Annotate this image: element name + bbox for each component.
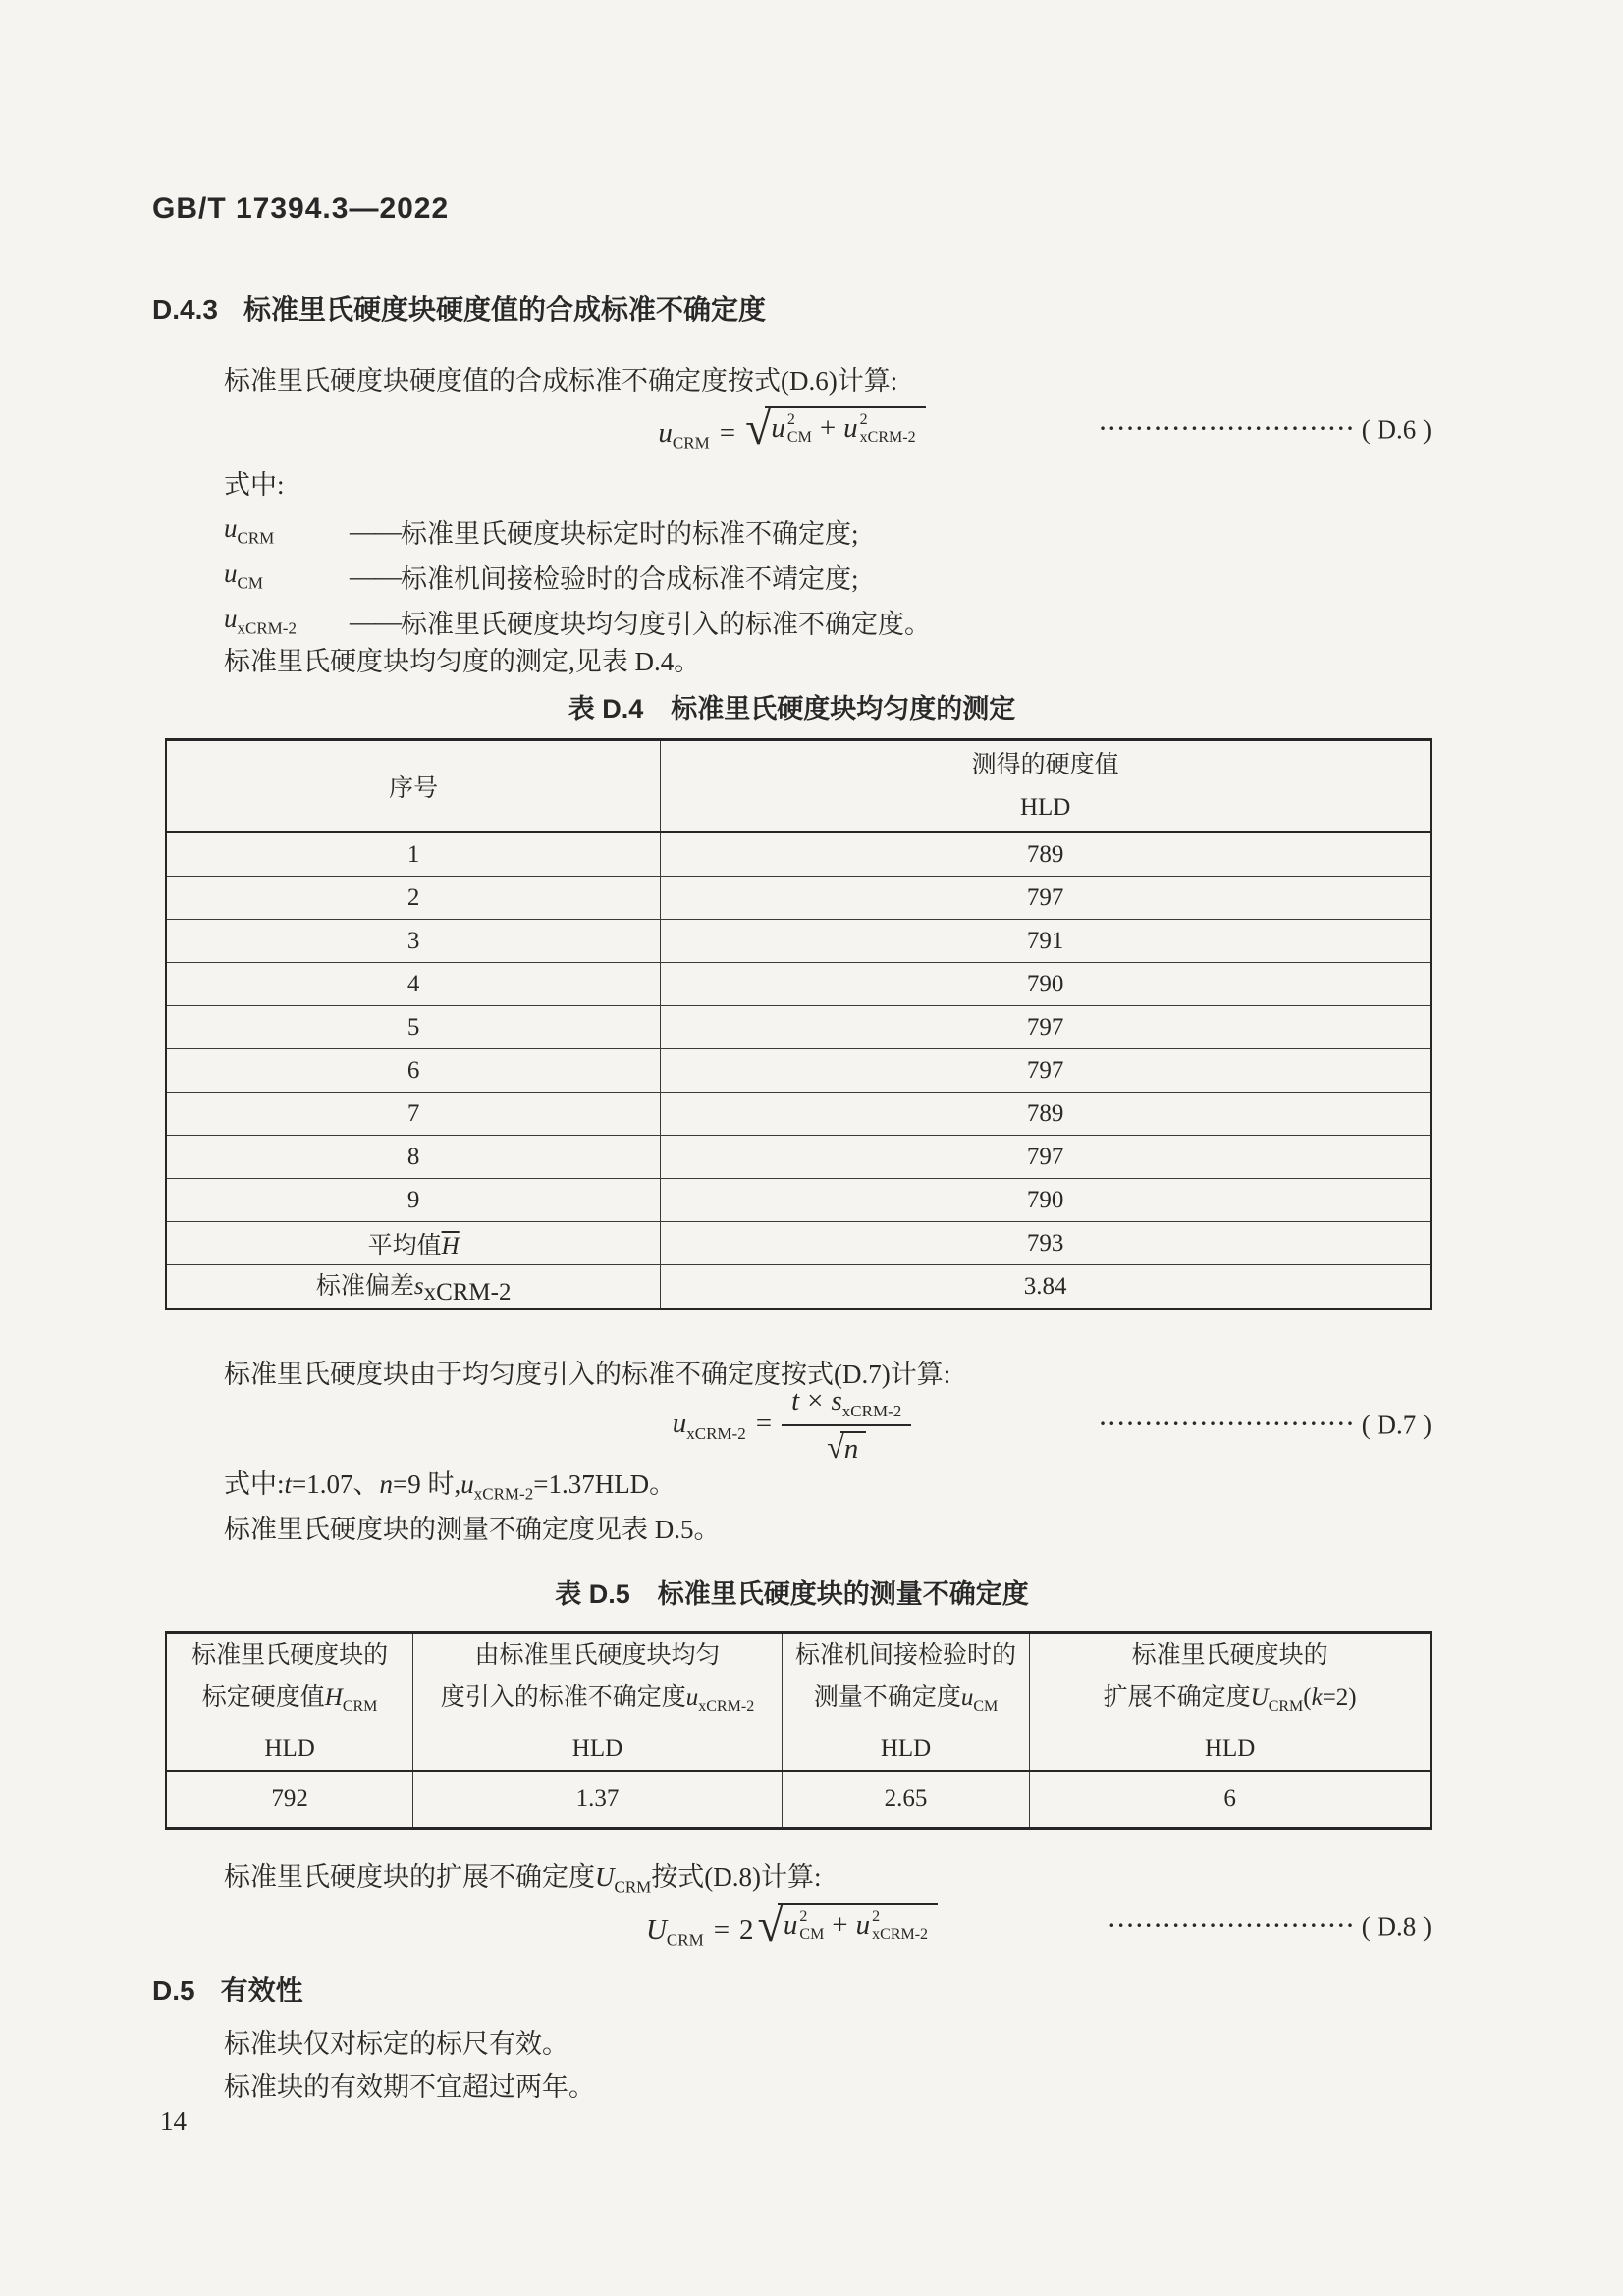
formula-d7-label [1099, 1410, 1432, 1442]
row-label: 5 [166, 1006, 661, 1049]
supsub-ucm: 2 CM [799, 1907, 825, 1943]
equals-sign: = [719, 416, 736, 449]
table-d5-number: 表 D.5 [555, 1579, 630, 1609]
d5-col4-header: 标准里氏硬度块的 扩展不确定度$U_{CRM}(k=2)$ HLD [1030, 1633, 1431, 1772]
d7-intro-paragraph: 标准里氏硬度块由于均匀度引入的标准不确定度按式(D.7)计算: [224, 1360, 951, 1389]
shizhong-label: 式中: [224, 470, 285, 500]
var-U: U [595, 1862, 615, 1892]
row-value: 789 [661, 832, 1431, 877]
table-row [166, 877, 1431, 920]
sub-xcrm2: xCRM-2 [473, 1484, 534, 1504]
table-d5-title [152, 1573, 1432, 1611]
table-d4-col2-header [661, 740, 1431, 833]
section-d43-number: D.4.3 [152, 294, 218, 325]
radical-icon: √ [745, 401, 772, 454]
formula-number: ( D.8 ) [1361, 1911, 1432, 1942]
section-d5-number: D.5 [152, 1975, 195, 2005]
table-row [166, 1093, 1431, 1136]
var-u: u [771, 412, 785, 445]
see-table-d5-paragraph: 标准里氏硬度块的测量不确定度见表 D.5。 [224, 1515, 721, 1544]
formula-number: ( D.6 ) [1361, 414, 1432, 445]
see-table-d4-paragraph: 标准里氏硬度块均匀度的测定,见表 D.4。 [224, 647, 701, 676]
row-value: 797 [661, 1049, 1431, 1093]
row-label: 标准偏差$s_{xCRM-2}$ [166, 1265, 661, 1309]
d8-intro-text: 标准里氏硬度块的扩展不确定度 [224, 1862, 595, 1892]
d5-col1-header: 标准里氏硬度块的 标定硬度值$H_{CRM}$ HLD [166, 1633, 413, 1772]
table-d4-caption: 标准里氏硬度块均匀度的测定 [671, 694, 1016, 723]
supsub-uxcrm2: 2 xCRM-2 [859, 410, 916, 446]
table-row [166, 1265, 1431, 1309]
table-row [166, 1049, 1431, 1093]
row-value: 797 [661, 1136, 1431, 1179]
formula-d8-label [1109, 1911, 1432, 1944]
radicand: n [840, 1431, 867, 1466]
table-row [166, 963, 1431, 1006]
fraction-denominator [827, 1426, 866, 1466]
formula-d7 [152, 1380, 1432, 1470]
table-row [166, 832, 1431, 877]
fraction [782, 1385, 911, 1467]
plus-sign: + [832, 1909, 848, 1942]
formula-d8 [152, 1893, 1432, 1961]
def-desc: 标准机间接检验时的合成标准不靖定度; [401, 563, 859, 594]
equals-sign: = [713, 1913, 730, 1946]
d5-col3-header: 标准机间接检验时的 测量不确定度$u_{CM}$ HLD [782, 1633, 1029, 1772]
row-label: 3 [166, 920, 661, 963]
table-row [166, 1006, 1431, 1049]
var-u: u [658, 416, 673, 449]
formula-d6-body [658, 401, 925, 454]
d5-value-uxcrm2: 1.37 [413, 1771, 783, 1829]
radicand: u 2 CM + u 2 xCRM-2 [778, 1903, 938, 1945]
d5-value-ucrm: 6 [1030, 1771, 1431, 1829]
row-label: 4 [166, 963, 661, 1006]
col2-header-line2: HLD [1019, 794, 1071, 821]
row-value: 793 [661, 1222, 1431, 1265]
doc-number: GB/T 17394.3—2022 [152, 192, 450, 225]
table-d4 [165, 738, 1432, 1310]
table-row [166, 1771, 1431, 1829]
radical-icon: √ [757, 1898, 784, 1951]
table-d4-number: 表 D.4 [568, 694, 644, 723]
d6-intro-paragraph: 标准里氏硬度块硬度值的合成标准不确定度按式(D.6)计算: [224, 366, 898, 396]
d5-value-ucm: 2.65 [782, 1771, 1029, 1829]
dot-leader: ···························· [1099, 415, 1356, 441]
d8-intro-post: 按式(D.8)计算: [651, 1862, 822, 1892]
sub-crm: CRM [672, 433, 710, 453]
sub-xcrm2: xCRM-2 [686, 1423, 746, 1443]
row-value: 797 [661, 1006, 1431, 1049]
def-desc: 标准里氏硬度块均匀度引入的标准不确定度。 [401, 609, 931, 639]
supsub-ucm: 2 CM [786, 410, 812, 446]
def-desc: 标准里氏硬度块标定时的标准不确定度; [401, 518, 859, 549]
definition-ucm [224, 554, 1503, 599]
table-row [166, 1136, 1431, 1179]
table-d5-body [166, 1771, 1431, 1829]
validity-line1: 标准块仅对标定的标尺有效。 [224, 2029, 568, 2058]
table-d4-col1-header: 序号 [166, 740, 661, 833]
row-label: 7 [166, 1093, 661, 1136]
t-value-line [152, 1465, 1503, 1514]
def-term: $u_{CRM}$ [224, 513, 275, 548]
row-value: 790 [661, 963, 1431, 1006]
col2-header-line1: 测得的硬度值 [971, 752, 1119, 778]
row-value: 790 [661, 1179, 1431, 1222]
section-d5-title: 有效性 [220, 1975, 303, 2005]
row-label: 6 [166, 1049, 661, 1093]
section-d43-heading [152, 289, 1432, 328]
table-d4-title [152, 687, 1432, 725]
table-d5-caption: 标准里氏硬度块的测量不确定度 [657, 1579, 1029, 1609]
supsub-uxcrm2: 2 xCRM-2 [872, 1907, 929, 1943]
square-root [745, 401, 926, 454]
times-sign: × [807, 1384, 824, 1416]
def-term: $u_{xCRM-2}$ [224, 604, 297, 638]
formula-number: ( D.7 ) [1361, 1410, 1432, 1440]
square-root [757, 1898, 939, 1951]
t-eq-text: =1.07、 [292, 1469, 380, 1499]
formula-d8-body [645, 1898, 938, 1951]
fraction-numerator: $t \times s_{xCRM-2}$ [782, 1385, 911, 1427]
row-value: 797 [661, 877, 1431, 920]
var-t: t [284, 1469, 293, 1499]
sub-crm: CRM [614, 1877, 652, 1896]
var-u: u [672, 1407, 687, 1439]
table-row [166, 1222, 1431, 1265]
equals-sign: = [755, 1407, 773, 1439]
page-number: 14 [160, 2107, 187, 2136]
d5-value-hcrm: 792 [166, 1771, 413, 1829]
row-label: 9 [166, 1179, 661, 1222]
var-u: u [460, 1469, 474, 1499]
table-d5 [165, 1631, 1432, 1830]
table-row [166, 920, 1431, 963]
row-label: 1 [166, 832, 661, 877]
sub-crm: CRM [666, 1930, 704, 1949]
u-result-text: =1.37HLD。 [533, 1469, 676, 1499]
var-U: U [645, 1913, 667, 1946]
row-value: 791 [661, 920, 1431, 963]
dot-leader: ···························· [1099, 1411, 1356, 1436]
table-d4-body [166, 832, 1431, 1309]
section-d5-heading [152, 1969, 1432, 2008]
definition-uxcrm2 [224, 599, 1503, 644]
var-n: n [379, 1469, 394, 1499]
def-term: $u_{CM}$ [224, 559, 263, 593]
formula-d6-label [1099, 414, 1432, 447]
symbol-definitions [152, 508, 1503, 644]
table-row [166, 1179, 1431, 1222]
shizhong-inline: 式中: [224, 1469, 285, 1499]
definition-ucrm [224, 508, 1503, 554]
row-label: 2 [166, 877, 661, 920]
d5-col2-header: 由标准里氏硬度块均匀 度引入的标准不确定度$u_{xCRM-2}$ HLD [413, 1633, 783, 1772]
formula-d6 [152, 395, 1432, 465]
row-value: 789 [661, 1093, 1431, 1136]
def-dash: —— [350, 606, 401, 636]
var-u: u [843, 412, 858, 445]
radicand [765, 406, 925, 448]
plus-sign: + [819, 412, 837, 445]
def-dash: —— [350, 561, 401, 591]
row-value: 3.84 [661, 1265, 1431, 1309]
dot-leader: ··························· [1108, 1912, 1356, 1938]
formula-d7-body [673, 1385, 912, 1467]
row-label: 8 [166, 1136, 661, 1179]
def-dash: —— [350, 515, 401, 546]
n-eq-text: =9 时, [393, 1469, 461, 1499]
section-d43-title: 标准里氏硬度块硬度值的合成标准不确定度 [243, 294, 766, 325]
row-label: 平均值$\overline{H}$ [166, 1222, 661, 1265]
validity-line2: 标准块的有效期不宜超过两年。 [224, 2072, 595, 2102]
table-d5-header [166, 1633, 1431, 1772]
coefficient: 2 [739, 1913, 754, 1946]
radical-icon: √ [827, 1429, 844, 1466]
table-d4-header [166, 740, 1431, 833]
